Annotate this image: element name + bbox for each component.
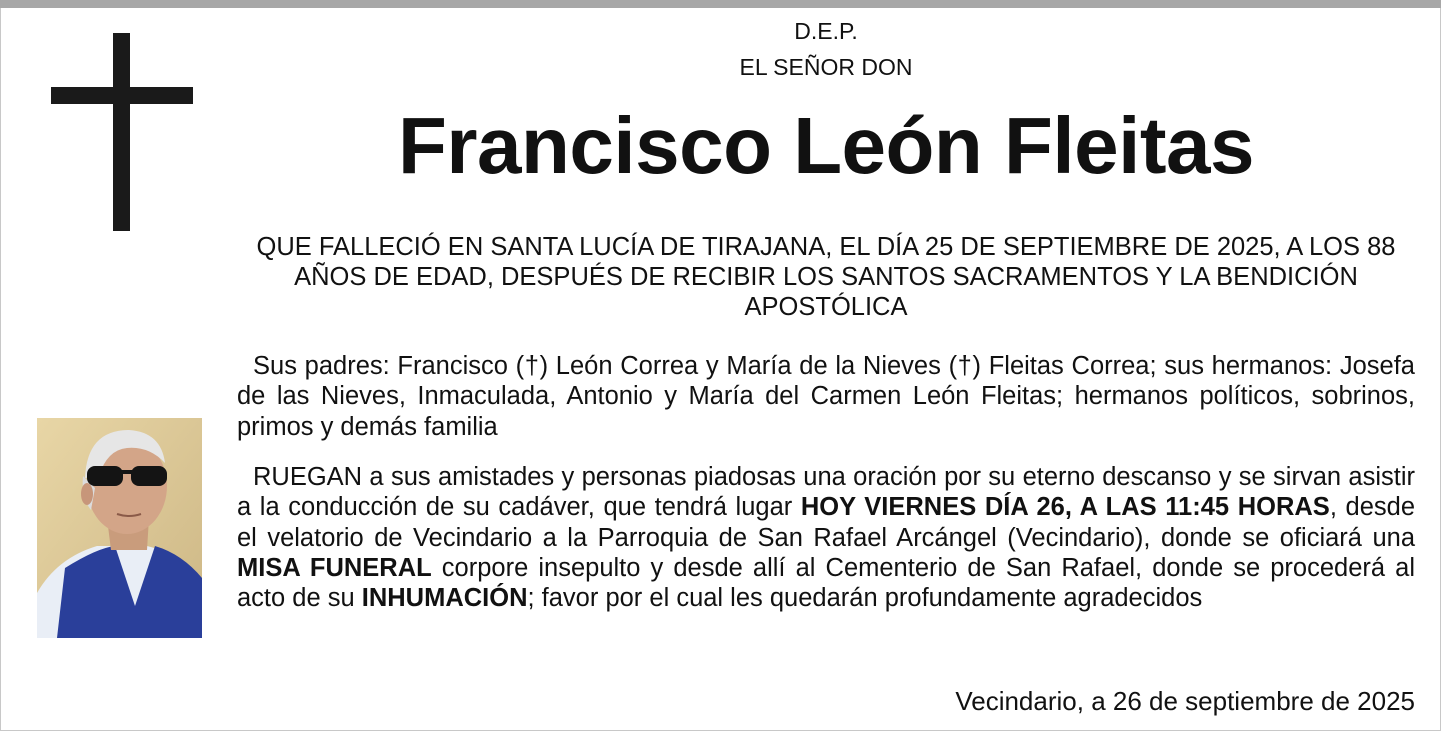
request-text-4: ; favor por el cual les quedarán profundamente agradecidos: [527, 584, 1203, 613]
place-date: Vecindario, a 26 de septiembre de 2025: [955, 686, 1415, 716]
top-bar: [0, 0, 1441, 8]
inhumacion: INHUMACIÓN: [361, 584, 528, 613]
request-text-3: corpore insepulto y desde allí al Cementerio de San Rafael, donde se procederá al acto de su: [237, 553, 1415, 613]
title-prefix: EL SEÑOR DON: [739, 54, 913, 80]
request-text-1: RUEGAN a sus amistades y personas piadosas una oración por su eterno descanso y se sirvan asistir a la conducción de su cadáver, que tendrá lugar: [237, 463, 1415, 522]
misa-funeral: MISA FUNERAL: [237, 553, 432, 582]
portrait-photo: [37, 418, 202, 638]
request-paragraph: [237, 462, 1415, 613]
deceased-name: Francisco León Fleitas: [398, 101, 1254, 190]
funeral-time: HOY VIERNES DÍA 26, A LAS 11:45 HORAS: [800, 493, 1330, 522]
request-text-2: , desde el velatorio de Vecindario a la Parroquia de San Rafael Arcángel (Vecindario), donde se oficiará una: [237, 493, 1415, 552]
death-announcement: QUE FALLECIÓ EN SANTA LUCÍA DE TIRAJANA, EL DÍA 25 DE SEPTIEMBRE DE 2025, A LOS 88 AÑOS DE EDAD, DESPUÉS DE RECIBIR LOS SANTOS SACRAMENTOS Y LA BENDICIÓN APOSTÓLICA: [256, 233, 1396, 321]
family-paragraph: Sus padres: Francisco (†) León Correa y María de la Nieves (†) Fleitas Correa; sus hermanos: Josefa de las Nieves, Inmaculada, Antonio y María del Carmen León Fleitas; hermanos políticos, sobrinos, primos y demás familia: [237, 352, 1415, 441]
dep-heading: D.E.P.: [794, 18, 858, 44]
